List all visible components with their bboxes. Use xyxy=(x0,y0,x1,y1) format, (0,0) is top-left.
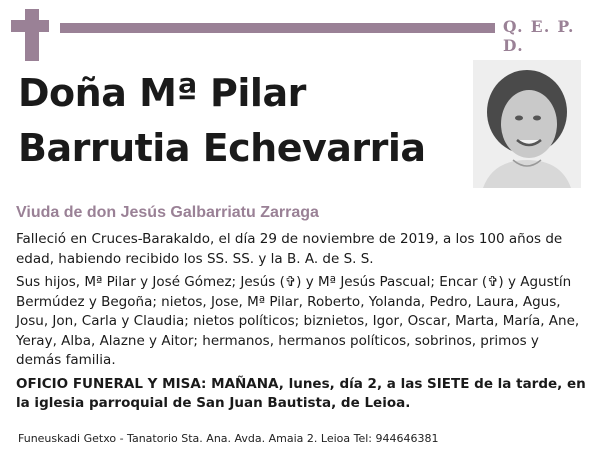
funeral-home-footer: Funeuskadi Getxo - Tanatorio Sta. Ana. Avda. Amaia 2. Leioa Tel: 944646381 xyxy=(18,432,439,445)
funeral-announcement: OFICIO FUNERAL Y MISA: MAÑANA, lunes, día 2, a las SIETE de la tarde, en la iglesia parroquial de San Juan Bautista, de Leioa. xyxy=(16,375,586,411)
qepd-label: Q. E. P. D. xyxy=(503,17,575,55)
deceased-name xyxy=(18,66,463,176)
widow-of-line: Viuda de don Jesús Galbarriatu Zarraga xyxy=(16,204,319,221)
header-bar xyxy=(60,23,495,33)
cross-icon-crossbar xyxy=(11,20,49,32)
portrait-photo xyxy=(473,60,581,188)
name-line-1: Doña Mª Pilar xyxy=(18,71,306,115)
portrait-illustration xyxy=(473,60,581,188)
name-line-2: Barrutia Echevarria xyxy=(18,126,426,170)
death-notice: Falleció en Cruces-Barakaldo, el día 29 de noviembre de 2019, a los 100 años de edad, habiendo recibido los SS. SS. y la B. A. de S. S. xyxy=(16,231,563,267)
obituary-body xyxy=(16,230,586,418)
cross-icon xyxy=(25,9,39,61)
family-list: Sus hijos, Mª Pilar y José Gómez; Jesús (✞) y Mª Jesús Pascual; Encar (✞) y Agustín Bermúdez y Begoña; nietos, Jose, Mª Pilar, Roberto, Yolanda, Pedro, Laura, Agus, Josu, Jon, Carla y Claudia; nietos políticos; biznietos, Igor, Oscar, Marta, María, Ane, Yeray, Alba, Alazne y Aitor; hermanos, hermanos políticos, sobrinos, primos y demás familia. xyxy=(16,274,580,368)
